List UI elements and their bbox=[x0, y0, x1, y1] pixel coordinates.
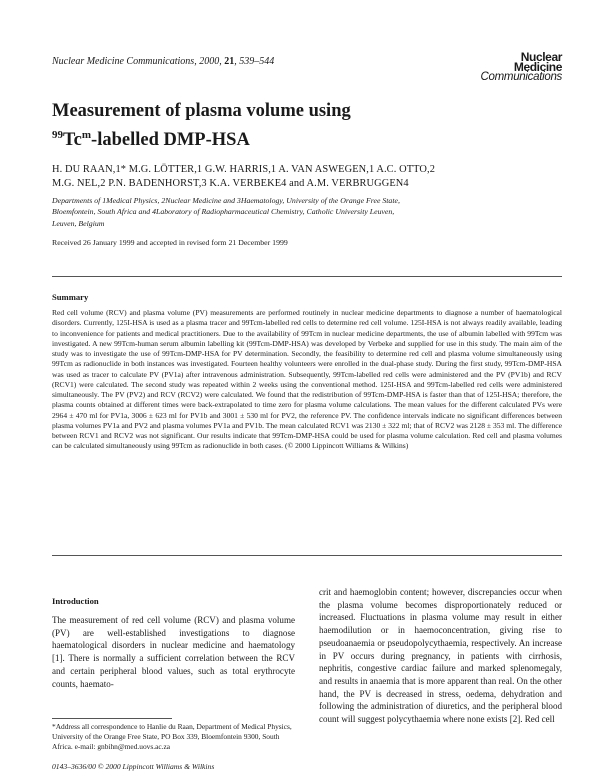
summary-heading: Summary bbox=[52, 292, 89, 302]
intro-left-column: The measurement of red cell volume (RCV) and plasma volume (PV) are well-established investigations to diagnose haematological disorders in nuclear medicine and haematology [1]. There is normally a sufficient correlation between the RCV and certain peripheral blood values, such as total erythrocyte counts, haemato- bbox=[52, 615, 295, 689]
journal-year: , 2000, bbox=[194, 56, 225, 67]
received-date: Received 26 January 1999 and accepted in revised form 21 December 1999 bbox=[52, 238, 288, 247]
footnote-divider bbox=[52, 718, 172, 719]
title-m: m bbox=[81, 129, 92, 141]
affiliations bbox=[52, 195, 562, 229]
intro-right-column: crit and haemoglobin content; however, discrepancies occur when the plasma volume becomes disproportionately reduced or increased. Fluctuations in plasma volume may result in either haemodilution or in haemoconcentration, giving rise to pseudoanaemia or pseudopolycythaemia, respectively. An increase in PV occurs during pregnancy, in patients with cirrhosis, nephritis, congestive cardiac failure and marked splenomegaly, and results in anaemia that is more apparent than real. On the other hand, the PV is decreased in stress, oedema, dehydration and following the administration of diuretics, and the peripheral blood count will suggest polycythaemia where none exists [2]. Red cell bbox=[319, 587, 562, 725]
logo-line-1: Nuclear bbox=[520, 50, 562, 64]
title-rest: -labelled DMP-HSA bbox=[91, 130, 250, 151]
journal-pages: , 539–544 bbox=[234, 56, 275, 67]
affiliation-line-3: Leuven, Belgium bbox=[52, 218, 105, 228]
title-isotope-mass: 99 bbox=[52, 129, 63, 141]
affiliation-line-2: Bloemfontein, South Africa and 4Laboratory of Radiopharmaceutical Chemistry, Catholic University Leuven, bbox=[52, 207, 395, 217]
journal-name: Nuclear Medicine Communications bbox=[52, 56, 195, 67]
introduction-heading: Introduction bbox=[52, 596, 99, 606]
affiliation-line-1: Departments of 1Medical Physics, 2Nuclear Medicine and 3Haematology, University of the Orange Free State, bbox=[52, 196, 400, 205]
logo-line-2: Medicine bbox=[513, 60, 562, 74]
journal-logo bbox=[478, 52, 562, 82]
authors-line-1: H. DU RAAN,1* M.G. LÖTTER,1 G.W. HARRIS,1 A. VAN ASWEGEN,1 A.C. OTTO,2 bbox=[52, 164, 436, 175]
correspondence-footnote: *Address all correspondence to Hanlie du Raan, Department of Medical Physics, University of the Orange Free State, PO Box 339, Bloemfontein 9300, South Africa. e-mail: gnbihn@med.uovs.ac.za bbox=[52, 722, 292, 751]
journal-volume: 21 bbox=[224, 56, 235, 67]
summary-divider bbox=[52, 276, 562, 277]
title-tc: Tc bbox=[63, 130, 82, 151]
title-line-1: Measurement of plasma volume using bbox=[52, 101, 351, 121]
author-list bbox=[52, 163, 562, 191]
copyright-line: 0143–3636/00 © 2000 Lippincott Williams & Wilkins bbox=[52, 762, 215, 771]
authors-line-2: M.G. NEL,2 P.N. BADENHORST,3 K.A. VERBEKE4 and A.M. VERBRUGGEN4 bbox=[52, 178, 409, 189]
summary-text: Red cell volume (RCV) and plasma volume (PV) measurements are performed routinely in nuclear medicine departments to diagnose a number of haematological disorders. Currently, 125I-HSA is used as a plasma tracer and 99Tcm-labelled red cells to determine red cell volume. 125I-HSA is not always readily available, leading to inconvenience for patients and medical practitioners. Due to the availability of 99Tcm in nuclear medicine departments, the use of albumin labelled with 99Tcm was investigated. A new 99Tcm-human serum albumin labelling kit (99Tcm-DMP-HSA) was developed by Verbeke and supplied for use in this study. The main aim of the study was to investigate the use of 99Tcm-DMP-HSA for PV determination. Secondly, the feasibility to determine red cell and plasma volume simultaneously using 99Tcm as radionuclide in both instances was investigated. Fourteen healthy volunteers were enrolled in the dual-phase study. During the first study, 99Tcm-DMP-HSA was used as tracer to calculate PV (PV1a) after intravenous administration. Subsequently, 99Tcm-labelled red cells were administered and the PV (PV1b) and RCV (RCV1) were calculated. The second study was repeated within 2 weeks using the conventional method. 125I-HSA and 99Tcm-labelled red cells were administered simultaneously. The PV (PV2) and RCV (RCV2) were calculated. We found that the redistribution of 99Tcm-DMP-HSA is faster than that of 125I-HSA; therefore, the plasma counts obtained at different times were back-extrapolated to time zero for plasma volume calculations. The mean values for the different calculated PVs were 2964 ± 470 ml for PV1a, 3006 ± 623 ml for PV1b and 3001 ± 530 ml for PV2, the reference PV. The confidence intervals indicate no significant differences between plasma volumes PV1a and PV2 and plasma volumes PV1a and PV1b. The mean calculated RCV1 was 2130 ± 322 ml; that of RCV2 was 2128 ± 353 ml. The difference between RCV1 and RCV2 was not significant. Our results indicate that 99Tcm-DMP-HSA could be used for plasma volume calculation. Red cell and plasma volumes can be calculated simultaneously using 99Tcm as radionuclide in both cases. (© 2000 Lippincott Williams & Wilkins) bbox=[52, 308, 562, 451]
intro-divider bbox=[52, 555, 562, 556]
journal-citation bbox=[52, 56, 274, 67]
paper-title bbox=[52, 99, 351, 152]
logo-line-3: Communications bbox=[480, 71, 562, 83]
